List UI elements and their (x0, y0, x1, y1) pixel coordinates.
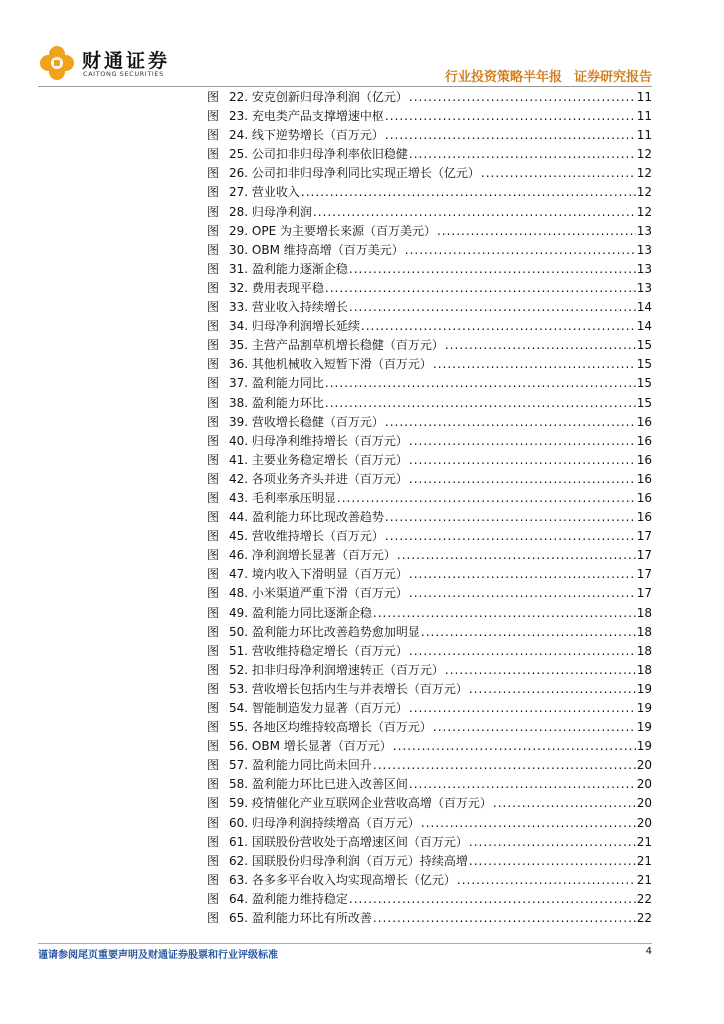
toc-entry-title: 23. 充电类产品支撑增速中枢 (229, 109, 384, 124)
toc-entry-label (207, 794, 492, 813)
toc-entry-label (207, 775, 408, 794)
toc-entry-label (207, 871, 456, 890)
toc-entry[interactable] (207, 718, 652, 737)
toc-entry-label (207, 489, 336, 508)
toc-entry-label (207, 604, 372, 623)
toc-leader-dots (325, 374, 636, 393)
toc-entry[interactable] (207, 794, 652, 813)
toc-entry-label (207, 756, 372, 775)
toc-entry-prefix: 图 (207, 128, 220, 143)
toc-entry-prefix: 图 (207, 815, 220, 830)
toc-entry-title: 33. 营业收入持续增长 (229, 300, 348, 315)
toc-entry-title: 35. 主营产品割草机增长稳健（百万元） (229, 338, 444, 353)
toc-leader-dots (393, 737, 636, 756)
toc-leader-dots (409, 775, 636, 794)
toc-entry[interactable] (207, 374, 652, 393)
toc-entry-page: 19 (636, 739, 652, 754)
toc-leader-dots (373, 604, 636, 623)
toc-entry[interactable] (207, 623, 652, 642)
toc-entry-page: 17 (636, 586, 652, 601)
toc-leader-dots (385, 527, 636, 546)
toc-entry-page: 17 (636, 548, 652, 563)
toc-entry-label (207, 546, 396, 565)
toc-entry-label (207, 565, 408, 584)
toc-entry-prefix: 图 (207, 109, 220, 124)
toc-leader-dots (337, 489, 636, 508)
toc-entry[interactable] (207, 222, 652, 241)
toc-entry-label (207, 661, 444, 680)
toc-leader-dots (469, 833, 636, 852)
toc-leader-dots (325, 279, 636, 298)
toc-entry-prefix: 图 (207, 280, 220, 295)
toc-entry-label (207, 107, 384, 126)
toc-entry-title: 42. 各项业务齐头并进（百万元） (229, 471, 408, 486)
toc-entry-page: 11 (636, 128, 652, 143)
toc-entry[interactable] (207, 126, 652, 145)
toc-leader-dots (409, 145, 636, 164)
toc-entry-page: 12 (636, 185, 652, 200)
toc-entry-page: 16 (636, 433, 652, 448)
toc-entry-prefix: 图 (207, 624, 220, 639)
toc-entry[interactable] (207, 833, 652, 852)
toc-entry-prefix: 图 (207, 872, 220, 887)
toc-entry[interactable] (207, 737, 652, 756)
toc-entry-prefix: 图 (207, 834, 220, 849)
toc-entry-prefix: 图 (207, 338, 220, 353)
toc-leader-dots (397, 546, 636, 565)
footer-divider (38, 943, 652, 944)
toc-entry-prefix: 图 (207, 548, 220, 563)
toc-entry[interactable] (207, 680, 652, 699)
toc-entry-title: 65. 盈利能力环比有所改善 (229, 911, 372, 926)
toc-entry[interactable] (207, 909, 652, 928)
toc-entry[interactable] (207, 604, 652, 623)
toc-entry-page: 22 (636, 891, 652, 906)
toc-entry-prefix: 图 (207, 490, 220, 505)
toc-entry-prefix: 图 (207, 567, 220, 582)
toc-entry-title: 34. 归母净利润增长延续 (229, 319, 360, 334)
toc-leader-dots (445, 336, 636, 355)
toc-leader-dots (301, 183, 636, 202)
toc-leader-dots (409, 88, 636, 107)
toc-entry-title: 50. 盈利能力环比改善趋势愈加明显 (229, 624, 420, 639)
toc-entry-title: 26. 公司扣非归母净利同比实现正增长（亿元） (229, 166, 480, 181)
toc-entry-page: 19 (636, 701, 652, 715)
company-logo (38, 44, 178, 84)
toc-entry-page: 11 (636, 109, 652, 124)
toc-entry-page: 14 (636, 319, 652, 334)
caitong-logo-icon (38, 44, 76, 82)
toc-entry-page: 11 (636, 90, 652, 104)
toc-entry-page: 15 (636, 338, 652, 353)
toc-entry-label (207, 909, 372, 928)
toc-leader-dots (437, 222, 636, 241)
toc-leader-dots (421, 814, 636, 833)
toc-entry-title: 44. 盈利能力环比现改善趋势 (229, 510, 384, 525)
toc-entry[interactable] (207, 183, 652, 202)
toc-entry[interactable] (207, 241, 652, 260)
toc-entry-page: 14 (636, 300, 652, 315)
toc-entry-page: 13 (636, 223, 652, 238)
toc-entry-prefix: 图 (207, 223, 220, 238)
page-number: 4 (645, 946, 652, 957)
toc-entry[interactable] (207, 203, 652, 222)
toc-entry[interactable] (207, 317, 652, 336)
toc-entry-label (207, 852, 468, 871)
toc-entry-page: 19 (636, 681, 652, 696)
toc-entry-prefix: 图 (207, 891, 220, 906)
toc-entry[interactable] (207, 814, 652, 833)
toc-entry-label (207, 145, 408, 164)
toc-entry[interactable] (207, 699, 652, 718)
toc-entry-prefix: 图 (207, 261, 220, 276)
toc-entry-label (207, 814, 420, 833)
toc-entry-page: 18 (636, 662, 652, 677)
toc-leader-dots (405, 241, 636, 260)
toc-leader-dots (409, 470, 636, 489)
toc-entry-prefix: 图 (207, 376, 220, 391)
toc-entry-page: 16 (636, 490, 652, 505)
toc-entry-title: 56. OBM 增长显著（百万元） (229, 739, 392, 754)
toc-entry[interactable] (207, 508, 652, 527)
toc-entry-title: 24. 线下逆势增长（百万元） (229, 128, 384, 143)
toc-entry-page: 17 (636, 529, 652, 544)
toc-entry-page: 20 (636, 758, 652, 773)
toc-entry[interactable] (207, 260, 652, 279)
toc-entry-label (207, 699, 408, 718)
toc-entry[interactable] (207, 546, 652, 565)
toc-leader-dots (481, 164, 636, 183)
toc-entry-prefix: 图 (207, 777, 220, 792)
toc-leader-dots (385, 508, 636, 527)
toc-entry[interactable] (207, 470, 652, 489)
toc-entry[interactable] (207, 871, 652, 890)
toc-entry-page: 15 (636, 395, 652, 410)
toc-entry-title: 62. 国联股份归母净利润（百万元）持续高增 (229, 853, 468, 868)
toc-entry-title: 28. 归母净利润 (229, 204, 312, 219)
toc-entry-title: 43. 毛利率承压明显 (229, 490, 336, 505)
toc-entry-title: 40. 归母净利维持增长（百万元） (229, 433, 408, 448)
toc-entry[interactable] (207, 164, 652, 183)
toc-entry-label (207, 260, 348, 279)
toc-entry-page: 12 (636, 147, 652, 162)
toc-entry-label (207, 279, 324, 298)
toc-entry-page: 21 (636, 834, 652, 849)
toc-entry-page: 16 (636, 471, 652, 486)
toc-entry-prefix: 图 (207, 529, 220, 544)
toc-entry-label (207, 394, 324, 413)
toc-leader-dots (385, 126, 636, 145)
toc-entry-title: 31. 盈利能力逐渐企稳 (229, 261, 348, 276)
toc-leader-dots (409, 565, 636, 584)
toc-entry-title: 52. 扣非归母净利润增速转正（百万元） (229, 662, 444, 677)
toc-entry-title: 49. 盈利能力同比逐渐企稳 (229, 605, 372, 620)
toc-entry-title: 37. 盈利能力同比 (229, 376, 324, 391)
toc-leader-dots (349, 890, 636, 909)
toc-entry-label (207, 890, 348, 909)
toc-entry[interactable] (207, 489, 652, 508)
toc-entry-title: 55. 各地区均维持较高增长（百万元） (229, 720, 432, 735)
doc-type-label: 行业投资策略半年报 (444, 70, 562, 85)
toc-entry-title: 41. 主要业务稳定增长（百万元） (229, 452, 408, 467)
company-name-cn: 财通证券 (82, 50, 171, 72)
toc-entry-title: 57. 盈利能力同比尚未回升 (229, 758, 372, 773)
toc-entry-prefix: 图 (207, 166, 220, 181)
toc-leader-dots (433, 355, 636, 374)
toc-entry-label (207, 432, 408, 451)
toc-leader-dots (385, 107, 636, 126)
toc-entry-label (207, 183, 300, 202)
toc-leader-dots (445, 661, 636, 680)
toc-entry-label (207, 584, 408, 603)
toc-entry[interactable] (207, 279, 652, 298)
toc-leader-dots (469, 852, 636, 871)
toc-leader-dots (421, 623, 636, 642)
toc-entry-page: 16 (636, 452, 652, 467)
toc-entry-label (207, 833, 468, 852)
toc-entry-prefix: 图 (207, 681, 220, 696)
toc-entry-page: 21 (636, 872, 652, 887)
toc-entry[interactable] (207, 355, 652, 374)
toc-entry-title: 54. 智能制造发力显著（百万元） (229, 701, 408, 715)
toc-entry-page: 13 (636, 280, 652, 295)
toc-entry-page: 16 (636, 510, 652, 525)
toc-entry-title: 47. 境内收入下滑明显（百万元） (229, 567, 408, 582)
toc-entry-page: 16 (636, 414, 652, 429)
toc-entry-page: 15 (636, 357, 652, 372)
toc-entry[interactable] (207, 298, 652, 317)
toc-entry-title: 38. 盈利能力环比 (229, 395, 324, 410)
toc-entry[interactable] (207, 852, 652, 871)
toc-entry[interactable] (207, 394, 652, 413)
toc-leader-dots (373, 909, 636, 928)
header-divider (38, 86, 652, 87)
toc-entry-page: 12 (636, 204, 652, 219)
toc-entry-page: 19 (636, 720, 652, 735)
toc-leader-dots (409, 642, 636, 661)
toc-entry-prefix: 图 (207, 739, 220, 754)
toc-entry-title: 59. 疫情催化产业互联网企业营收高增（百万元） (229, 796, 492, 811)
toc-entry-label (207, 718, 432, 737)
toc-entry-title: 53. 营收增长包括内生与并表增长（百万元） (229, 681, 468, 696)
toc-entry-page: 20 (636, 815, 652, 830)
toc-entry[interactable] (207, 756, 652, 775)
toc-entry-page: 20 (636, 777, 652, 792)
toc-entry-page: 13 (636, 242, 652, 257)
toc-leader-dots (349, 260, 636, 279)
toc-entry-title: 25. 公司扣非归母净利率依旧稳健 (229, 147, 408, 162)
toc-entry-label (207, 203, 312, 222)
toc-entry-prefix: 图 (207, 662, 220, 677)
toc-entry-prefix: 图 (207, 911, 220, 926)
toc-entry[interactable] (207, 88, 652, 107)
toc-entry-page: 18 (636, 605, 652, 620)
disclaimer-note: 谨请参阅尾页重要声明及财通证券股票和行业评级标准 (38, 950, 278, 961)
toc-entry[interactable] (207, 775, 652, 794)
toc-entry-prefix: 图 (207, 471, 220, 486)
toc-entry-title: 29. OPE 为主要增长来源（百万美元） (229, 223, 436, 238)
toc-entry-label (207, 737, 392, 756)
toc-entry-prefix: 图 (207, 204, 220, 219)
toc-entry-prefix: 图 (207, 796, 220, 811)
toc-entry-prefix: 图 (207, 395, 220, 410)
toc-entry-prefix: 图 (207, 319, 220, 334)
toc-entry-page: 20 (636, 796, 652, 811)
toc-entry-label (207, 374, 324, 393)
toc-entry-title: 46. 净利润增长显著（百万元） (229, 548, 396, 563)
toc-entry-label (207, 508, 384, 527)
report-type-label: 证券研究报告 (573, 70, 652, 85)
report-header (445, 66, 652, 85)
toc-entry-page: 21 (636, 853, 652, 868)
toc-entry-prefix: 图 (207, 414, 220, 429)
toc-entry-title: 39. 营收增长稳健（百万元） (229, 414, 384, 429)
toc-entry-label (207, 298, 348, 317)
toc-entry-page: 12 (636, 166, 652, 181)
toc-entry-title: 36. 其他机械收入短暂下滑（百万元） (229, 357, 432, 372)
figure-list (207, 88, 652, 928)
toc-entry[interactable] (207, 527, 652, 546)
toc-entry-label (207, 680, 468, 699)
toc-entry-prefix: 图 (207, 720, 220, 735)
toc-entry-label (207, 126, 384, 145)
toc-entry-label (207, 317, 360, 336)
toc-entry-title: 45. 营收维持增长（百万元） (229, 529, 384, 544)
company-name-en: CAITONG SECURITIES (83, 70, 164, 78)
toc-entry-title: 64. 盈利能力维持稳定 (229, 891, 348, 906)
toc-entry-label (207, 642, 408, 661)
toc-leader-dots (409, 451, 636, 470)
toc-entry-label (207, 88, 408, 107)
toc-leader-dots (373, 756, 636, 775)
toc-entry-prefix: 图 (207, 701, 220, 715)
toc-leader-dots (313, 203, 636, 222)
toc-entry-title: 58. 盈利能力环比已进入改善区间 (229, 777, 408, 792)
toc-entry-prefix: 图 (207, 452, 220, 467)
toc-entry-page: 18 (636, 643, 652, 658)
toc-leader-dots (409, 584, 636, 603)
toc-leader-dots (457, 871, 636, 890)
toc-entry-title: 60. 归母净利润持续增高（百万元） (229, 815, 420, 830)
toc-entry-page: 22 (636, 911, 652, 926)
toc-entry-prefix: 图 (207, 90, 220, 104)
toc-entry[interactable] (207, 451, 652, 470)
toc-leader-dots (325, 394, 636, 413)
toc-entry-prefix: 图 (207, 185, 220, 200)
toc-entry-label (207, 527, 384, 546)
toc-entry-label (207, 451, 408, 470)
toc-leader-dots (361, 317, 636, 336)
toc-entry[interactable] (207, 145, 652, 164)
toc-entry[interactable] (207, 336, 652, 355)
toc-leader-dots (349, 298, 636, 317)
toc-leader-dots (469, 680, 636, 699)
toc-entry-label (207, 470, 408, 489)
toc-entry-prefix: 图 (207, 300, 220, 315)
toc-entry-page: 13 (636, 261, 652, 276)
toc-entry-prefix: 图 (207, 510, 220, 525)
toc-entry-page: 18 (636, 624, 652, 639)
toc-entry-prefix: 图 (207, 853, 220, 868)
toc-entry[interactable] (207, 565, 652, 584)
toc-entry-prefix: 图 (207, 433, 220, 448)
toc-entry-prefix: 图 (207, 605, 220, 620)
toc-entry-prefix: 图 (207, 586, 220, 601)
toc-entry-label (207, 336, 444, 355)
toc-entry[interactable] (207, 107, 652, 126)
toc-entry-title: 48. 小米渠道严重下滑（百万元） (229, 586, 408, 601)
toc-entry-title: 51. 营收维持稳定增长（百万元） (229, 643, 408, 658)
toc-leader-dots (433, 718, 636, 737)
toc-entry-title: 61. 国联股份营收处于高增速区间（百万元） (229, 834, 468, 849)
toc-entry-prefix: 图 (207, 357, 220, 372)
toc-entry-prefix: 图 (207, 147, 220, 162)
toc-entry-prefix: 图 (207, 242, 220, 257)
toc-entry-label (207, 413, 384, 432)
toc-entry[interactable] (207, 584, 652, 603)
toc-entry[interactable] (207, 413, 652, 432)
toc-entry-title: 63. 各多多平台收入均实现高增长（亿元） (229, 872, 456, 887)
toc-entry[interactable] (207, 642, 652, 661)
toc-entry[interactable] (207, 890, 652, 909)
toc-entry-label (207, 355, 432, 374)
toc-entry-label (207, 164, 480, 183)
toc-entry-title: 30. OBM 维持高增（百万美元） (229, 242, 404, 257)
toc-entry-label (207, 222, 436, 241)
toc-entry-prefix: 图 (207, 643, 220, 658)
toc-entry[interactable] (207, 661, 652, 680)
toc-entry-label (207, 623, 420, 642)
toc-leader-dots (409, 432, 636, 451)
toc-entry[interactable] (207, 432, 652, 451)
toc-leader-dots (493, 794, 636, 813)
toc-entry-label (207, 241, 404, 260)
toc-leader-dots (385, 413, 636, 432)
toc-entry-prefix: 图 (207, 758, 220, 773)
toc-entry-title: 27. 营业收入 (229, 185, 300, 200)
toc-leader-dots (409, 699, 636, 718)
toc-entry-title: 22. 安克创新归母净利润（亿元） (229, 90, 408, 104)
toc-entry-title: 32. 费用表现平稳 (229, 280, 324, 295)
toc-entry-page: 15 (636, 376, 652, 391)
toc-entry-page: 17 (636, 567, 652, 582)
